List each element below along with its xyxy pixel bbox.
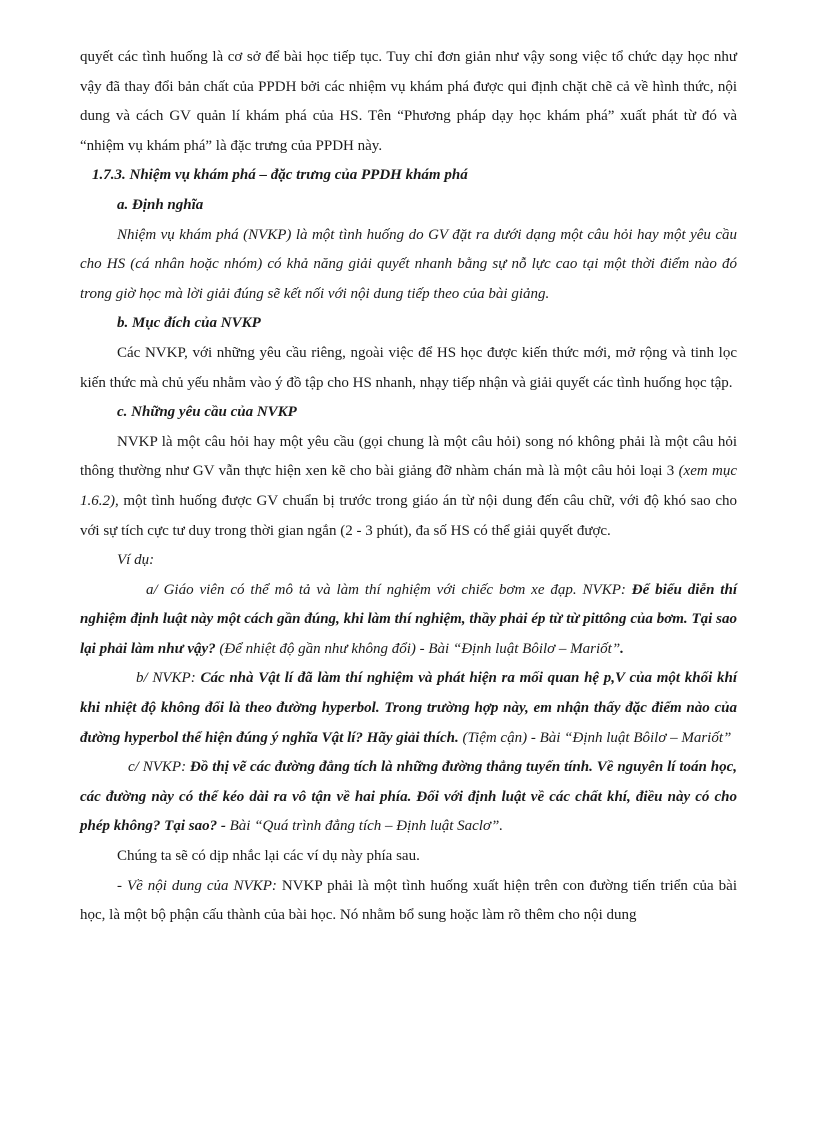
example-c-prefix: c/ NVKP: [128,759,190,776]
requirements-heading: c. Những yêu cầu của NVKP [117,404,297,421]
example-a-prefix: a/ Giáo viên có thể mô tả và làm thí nghiệm với chiếc bơm xe đạp. NVKP: [146,581,632,598]
content-note-paragraph [80,872,737,931]
definition-paragraph: Nhiệm vụ khám phá (NVKP) là một tình huống do GV đặt ra dưới dạng một câu hỏi hay một yêu cầu cho HS (cá nhân hoặc nhóm) có khả năng giải quyết nhanh bằng sự nỗ lực cao tại một thời điểm nào đó trong giờ học mà lời giải đúng sẽ kết nối với nội dung tiếp theo của bài giảng. [80,226,737,302]
requirements-paragraph [80,428,737,546]
requirements-text-2: , một tình huống được GV chuẩn bị trước trong giáo án từ nội dung đến câu chữ, với độ khó sao cho với sự tích cực tư duy trong thời gian ngắn (2 - 3 phút), đa số HS có thể giải quyết được. [80,492,737,539]
example-a [80,576,737,665]
example-c-answer: Bài “Quá trình đẳng tích – Định luật Saclơ”. [225,818,504,835]
requirements-text-1: NVKP là một câu hỏi hay một yêu cầu (gọi chung là một câu hỏi) song nó không phải là một câu hỏi thông thường như GV vẫn thực hiện xen kẽ cho bài giảng đỡ nhàm chán mà là một câu hỏi loại 3 [80,433,737,480]
example-b [80,664,737,753]
content-note-text: NVKP phải là một tình huống xuất hiện trên con đường tiến triển của bài học, là một bộ phận cấu thành của bài học. Nó nhằm bổ sung hoặc làm rõ thêm cho nội dung [80,877,737,924]
purpose-paragraph: Các NVKP, với những yêu cầu riêng, ngoài việc để HS học được kiến thức mới, mở rộng và tinh lọc kiến thức mà chủ yếu nhằm vào ý đồ tập cho HS nhanh, nhạy tiếp nhận và giải quyết các tình huống học tập. [80,344,737,391]
intro-paragraph: quyết các tình huống là cơ sở để bài học tiếp tục. Tuy chỉ đơn giản như vậy song việc tổ chức dạy học như vậy đã thay đổi bản chất của PPDH bởi các nhiệm vụ khám phá được qui định chặt chẽ cả về hình thức, nội dung và cách GV quản lí khám phá của HS. Tên “Phương pháp dạy học khám phá” xuất phát từ đó và “nhiệm vụ khám phá” là đặc trưng của PPDH này. [80,49,737,154]
example-c-question: Đồ thị vẽ các đường đẳng tích là những đường thẳng tuyến tính. Về nguyên lí toán học, các đường này có thể kéo dài ra vô tận về hai phía. Đối với định luật về các chất khí, điều này có cho phép không? Tại sao? - [80,759,737,835]
requirements-reference: (xem mục 1.6.2) [80,463,737,509]
examples-label: Ví dụ: [117,552,155,569]
definition-heading: a. Định nghĩa [117,196,204,213]
example-b-question: Các nhà Vật lí đã làm thí nghiệm và phát hiện ra mối quan hệ p,V của một khối khí khi nhiệt độ không đổi là theo đường hyperbol. Trong trường hợp này, em nhận thấy đặc điểm nào của đường hyperbol thể hiện đúng ý nghĩa Vật lí? Hãy giải thích. [80,670,737,746]
closing-paragraph: Chúng ta sẽ có dịp nhắc lại các ví dụ này phía sau. [117,848,420,865]
example-b-prefix: b/ NVKP: [136,670,201,687]
page-content [80,43,737,931]
example-a-answer: (Để nhiệt độ gần như không đổi) - Bài “Định luật Bôilơ – Mariốt” [215,640,621,657]
content-note-label: - Về nội dung của NVKP: [117,877,277,894]
example-a-question: Để biểu diễn thí nghiệm định luật này một cách gần đúng, khi làm thí nghiệm, thầy phải ép từ từ pittông của bơm. Tại sao lại phải làm như vậy? [80,581,737,657]
section-heading: 1.7.3. Nhiệm vụ khám phá – đặc trưng của PPDH khám phá [92,167,468,184]
example-a-end: . [620,640,624,657]
example-c [80,753,737,842]
example-b-answer: (Tiệm cận) - Bài “Định luật Bôilơ – Mariốt” [458,729,732,746]
purpose-heading: b. Mục đích của NVKP [117,315,261,332]
